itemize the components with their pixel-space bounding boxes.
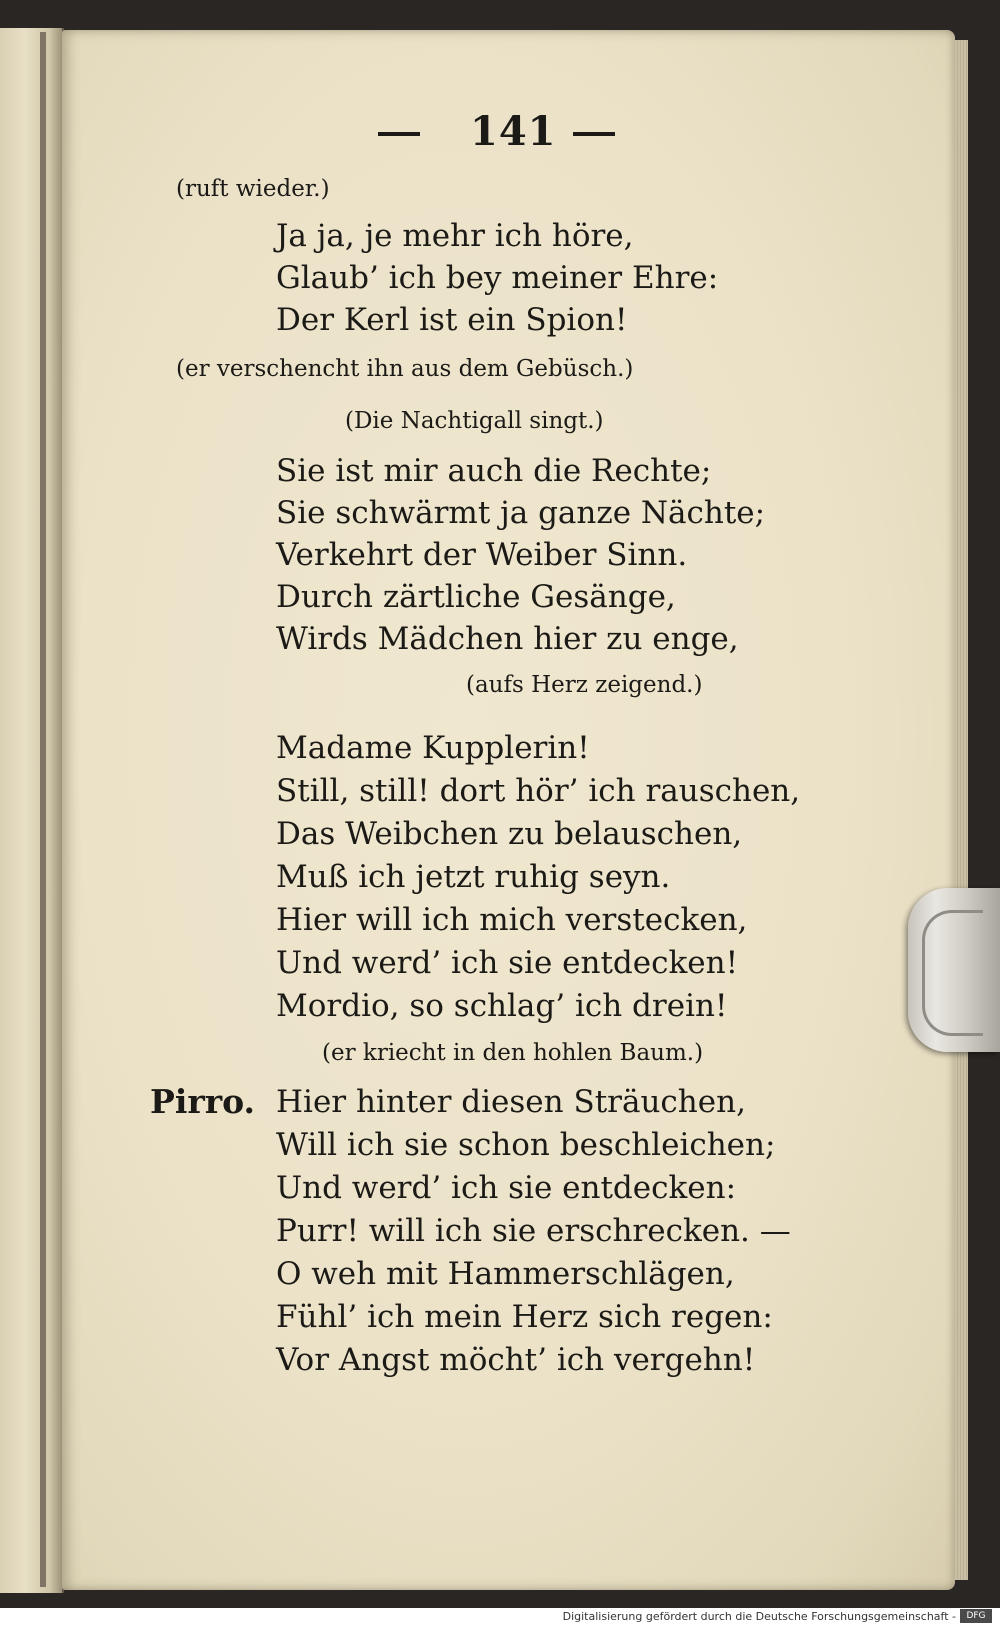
- verse-line: Und werd’ ich sie entdecken:: [276, 1170, 737, 1206]
- verse-line: Madame Kupplerin!: [276, 730, 590, 766]
- verse-line: Hier will ich mich verstecken,: [276, 902, 748, 938]
- verse-line: Und werd’ ich sie entdecken!: [276, 945, 739, 981]
- verse-line: Durch zärtliche Gesänge,: [276, 579, 676, 615]
- verse-line: Sie schwärmt ja ganze Nächte;: [276, 495, 766, 531]
- verse-line: Wirds Mädchen hier zu enge,: [276, 621, 739, 657]
- verse-line: Mordio, so schlag’ ich drein!: [276, 988, 728, 1024]
- page-number-dash-right: [573, 132, 615, 136]
- verse-line: Vor Angst möcht’ ich vergehn!: [276, 1342, 756, 1378]
- stage-direction: (er verschencht ihn aus dem Gebüsch.): [176, 356, 634, 382]
- verse-line: Fühl’ ich mein Herz sich regen:: [276, 1299, 773, 1335]
- verse-line: Glaub’ ich bey meiner Ehre:: [276, 260, 719, 296]
- verse-line: Ja ja, je mehr ich höre,: [276, 218, 634, 254]
- verse-line: Sie ist mir auch die Rechte;: [276, 453, 712, 489]
- previous-page-edge: [0, 28, 64, 1593]
- stage-direction: (aufs Herz zeigend.): [466, 672, 703, 698]
- verse-line: Verkehrt der Weiber Sinn.: [276, 537, 688, 573]
- verse-line: Still, still! dort hör’ ich rauschen,: [276, 773, 801, 809]
- verse-line: Purr! will ich sie erschrecken. —: [276, 1213, 791, 1249]
- book-gutter: [40, 32, 46, 1587]
- dfg-logo: DFG: [960, 1609, 992, 1623]
- verse-line: Der Kerl ist ein Spion!: [276, 302, 628, 338]
- page-number-dash-left: [378, 132, 420, 136]
- footer-credit: Digitalisierung gefördert durch die Deutsche Forschungsgemeinschaft -: [562, 1610, 956, 1623]
- stage-direction: (Die Nachtigall singt.): [345, 408, 604, 434]
- verse-line: Hier hinter diesen Sträuchen,: [276, 1084, 746, 1120]
- verse-line: Muß ich jetzt ruhig seyn.: [276, 859, 671, 895]
- verse-line: Will ich sie schon beschleichen;: [276, 1127, 776, 1163]
- speaker-name: Pirro.: [150, 1082, 256, 1121]
- page-number: 141: [470, 108, 557, 155]
- page-clip: [908, 888, 1000, 1052]
- stage-direction: (er kriecht in den hohlen Baum.): [322, 1040, 704, 1066]
- verse-line: Das Weibchen zu belauschen,: [276, 816, 743, 852]
- stage-direction: (ruft wieder.): [176, 176, 330, 202]
- verse-line: O weh mit Hammerschlägen,: [276, 1256, 735, 1292]
